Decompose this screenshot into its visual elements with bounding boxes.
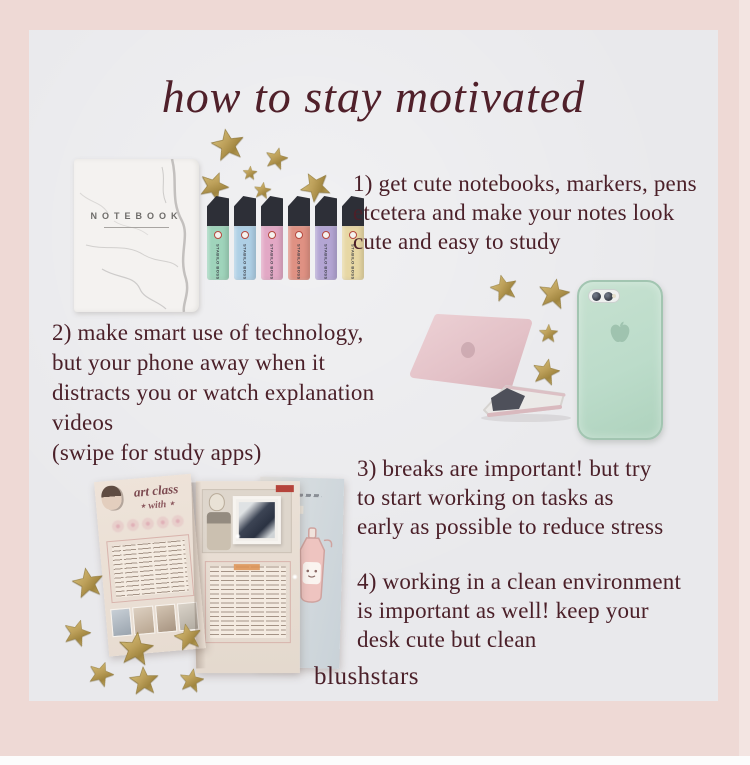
highlighter-blue bbox=[234, 196, 256, 280]
highlighter-pink bbox=[261, 196, 283, 280]
notebook-cover-rule bbox=[104, 227, 169, 228]
notebook-image bbox=[74, 159, 199, 312]
tip-4 bbox=[357, 567, 697, 654]
brand-logo-icon bbox=[241, 231, 249, 239]
highlighted-word bbox=[234, 564, 260, 570]
star-icon bbox=[241, 164, 258, 181]
star-icon bbox=[207, 124, 249, 166]
frame-edge-highlight bbox=[739, 0, 750, 756]
journal-handwriting bbox=[106, 534, 194, 603]
notebook-cover-label: NOTEBOOK bbox=[90, 211, 183, 221]
tip-3 bbox=[357, 454, 722, 541]
star-icon bbox=[127, 664, 161, 698]
highlighter-set bbox=[207, 196, 364, 280]
owl-sticker bbox=[209, 493, 225, 511]
phone-camera bbox=[588, 289, 620, 303]
pen-brand-text: STABILO BOSS bbox=[215, 244, 221, 280]
brand-logo-icon bbox=[214, 231, 222, 239]
journal-subheading: ⋆ with ⋆ bbox=[139, 498, 176, 513]
bubble-letter-word bbox=[109, 513, 184, 536]
pen-brand-text: STABILO BOSS bbox=[350, 244, 356, 280]
apple-logo-icon bbox=[609, 320, 631, 346]
tip-line: etcetera and make your notes look bbox=[353, 200, 675, 225]
star-icon bbox=[538, 323, 560, 345]
tip-line: 1) get cute notebooks, markers, pens bbox=[353, 171, 697, 196]
tip-line: (swipe for study apps) bbox=[52, 440, 262, 465]
camera-lens-icon bbox=[592, 292, 601, 301]
star-icon bbox=[68, 563, 107, 602]
camera-flash-icon bbox=[612, 294, 616, 298]
pen-cap bbox=[207, 196, 229, 226]
journal-heading: art class bbox=[133, 480, 179, 500]
tip-line: 3) breaks are important! but try bbox=[357, 456, 652, 481]
pen-brand-text: STABILO BOSS bbox=[242, 244, 248, 280]
brand-logo-icon bbox=[268, 231, 276, 239]
star-icon bbox=[176, 665, 207, 696]
journal-right-page bbox=[196, 481, 300, 673]
red-sticker bbox=[276, 485, 294, 492]
pen-cap bbox=[315, 196, 337, 226]
star-icon bbox=[534, 274, 573, 313]
pen-brand-text: STABILO BOSS bbox=[269, 244, 275, 280]
tip-line: is important as well! keep your bbox=[357, 598, 649, 623]
tip-line: to start working on tasks as bbox=[357, 485, 614, 510]
pen-cap bbox=[234, 196, 256, 226]
photo-figure bbox=[207, 512, 231, 550]
star-icon bbox=[528, 354, 564, 390]
pen-cap bbox=[288, 196, 310, 226]
pen-brand-text: STABILO BOSS bbox=[323, 244, 329, 280]
brand-logo-icon bbox=[322, 231, 330, 239]
tip-line: 4) working in a clean environment bbox=[357, 569, 682, 594]
tip-line: distracts you or watch explanation bbox=[52, 380, 375, 405]
journal-handwriting bbox=[205, 561, 291, 643]
tip-1 bbox=[353, 169, 725, 256]
highlighter-coral bbox=[288, 196, 310, 280]
tip-line: but your phone away when it bbox=[52, 350, 326, 375]
tip-line: 2) make smart use of technology, bbox=[52, 320, 364, 345]
page-title: how to stay motivated bbox=[161, 71, 586, 122]
tip-line: early as possible to reduce stress bbox=[357, 514, 664, 539]
highlighter-lilac bbox=[315, 196, 337, 280]
pen-brand-text: STABILO BOSS bbox=[296, 244, 302, 280]
brand-logo-icon bbox=[295, 231, 303, 239]
highlighter-mint bbox=[207, 196, 229, 280]
tip-line: videos bbox=[52, 410, 114, 435]
marble-texture bbox=[74, 159, 199, 312]
mint-phone-image bbox=[577, 280, 663, 440]
bottom-white-strip bbox=[0, 756, 750, 765]
tip-line: cute and easy to study bbox=[353, 229, 561, 254]
signature: blushstars bbox=[314, 663, 419, 690]
girl-sticker bbox=[100, 485, 122, 511]
tip-2 bbox=[52, 318, 404, 468]
pen-cap bbox=[261, 196, 283, 226]
tip-line: desk cute but clean bbox=[357, 627, 537, 652]
journal-photo-collage bbox=[202, 489, 292, 553]
star-icon bbox=[170, 619, 206, 655]
